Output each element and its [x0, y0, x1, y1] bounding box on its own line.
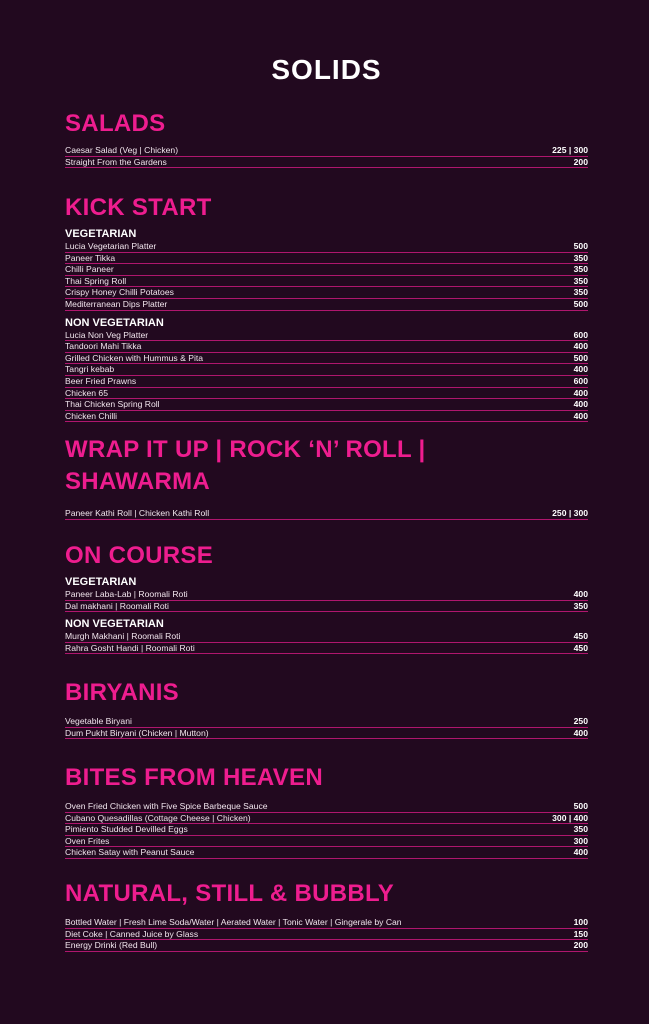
menu-item	[65, 716, 588, 728]
item-price: 300 | 400	[552, 812, 588, 823]
item-price: 350	[573, 824, 588, 835]
item-list	[65, 330, 588, 423]
section-bites-from-heaven	[65, 762, 588, 859]
item-name: Murgh Makhani | Roomali Roti	[65, 631, 181, 642]
item-name: Lucia Non Veg Platter	[65, 329, 149, 340]
item-name: Crispy Honey Chilli Potatoes	[65, 287, 174, 298]
menu-item	[65, 836, 588, 848]
item-group	[65, 145, 588, 168]
menu-item	[65, 643, 588, 655]
section-title: NATURAL, STILL & BUBBLY	[65, 880, 395, 907]
menu-item	[65, 341, 588, 353]
item-price: 600	[573, 329, 588, 340]
item-price: 200	[573, 156, 588, 167]
menu-item	[65, 801, 588, 813]
item-name: Thai Spring Roll	[65, 275, 127, 286]
menu-item	[65, 589, 588, 601]
item-name: Diet Coke | Canned Juice by Glass	[65, 928, 199, 939]
menu-item	[65, 276, 588, 288]
item-name: Oven Fried Chicken with Five Spice Barbeque Sauce	[65, 801, 268, 812]
item-price: 400	[573, 399, 588, 410]
menu-item	[65, 241, 588, 253]
item-list	[65, 241, 588, 311]
item-price: 450	[573, 631, 588, 642]
item-price: 400	[573, 364, 588, 375]
section-wrap-it-up	[65, 434, 588, 520]
item-name: Chicken 65	[65, 387, 108, 398]
item-price: 500	[573, 241, 588, 252]
item-group	[65, 801, 588, 859]
menu-item	[65, 299, 588, 311]
menu-item	[65, 264, 588, 276]
item-price: 400	[573, 410, 588, 421]
item-price: 400	[573, 341, 588, 352]
item-name: Tangri kebab	[65, 364, 115, 375]
menu-item	[65, 253, 588, 265]
item-price: 500	[573, 801, 588, 812]
item-price: 350	[573, 264, 588, 275]
item-list	[65, 145, 588, 168]
item-name: Bottled Water | Fresh Lime Soda/Water | Aerated Water | Tonic Water | Gingerale by Can	[65, 917, 402, 928]
section-title: WRAP IT UP | ROCK ‘N’ ROLL | SHAWARMA	[65, 436, 426, 495]
menu-item	[65, 940, 588, 952]
section-natural-still-bubbly	[65, 878, 588, 952]
item-name: Dal makhani | Roomali Roti	[65, 600, 169, 611]
item-price: 600	[573, 376, 588, 387]
menu-item	[65, 411, 588, 423]
item-name: Paneer Laba-Lab | Roomali Roti	[65, 589, 188, 600]
item-name: Lucia Vegetarian Platter	[65, 241, 157, 252]
item-list	[65, 716, 588, 739]
item-price: 150	[573, 928, 588, 939]
item-name: Tandoori Mahi Tikka	[65, 341, 142, 352]
item-price: 400	[573, 847, 588, 858]
item-list	[65, 508, 588, 520]
item-list	[65, 801, 588, 859]
section-title: ON COURSE	[65, 542, 214, 569]
item-group	[65, 508, 588, 520]
section-kick-start	[65, 192, 588, 422]
item-group-non-vegetarian	[65, 317, 588, 423]
item-list	[65, 589, 588, 612]
item-price: 500	[573, 352, 588, 363]
item-price: 100	[573, 917, 588, 928]
item-list	[65, 917, 588, 952]
section-salads	[65, 108, 588, 168]
item-price: 350	[573, 252, 588, 263]
menu-item	[65, 376, 588, 388]
item-name: Cubano Quesadillas (Cottage Cheese | Chicken)	[65, 812, 251, 823]
item-name: Caesar Salad (Veg | Chicken)	[65, 145, 179, 156]
menu-item	[65, 631, 588, 643]
item-price: 350	[573, 275, 588, 286]
item-name: Pimiento Studded Devilled Eggs	[65, 824, 188, 835]
group-subhead: VEGETARIAN	[65, 228, 137, 240]
item-name: Rahra Gosht Handi | Roomali Roti	[65, 642, 195, 653]
menu-item	[65, 929, 588, 941]
item-name: Chilli Paneer	[65, 264, 114, 275]
item-name: Straight From the Gardens	[65, 156, 167, 167]
item-group	[65, 917, 588, 952]
item-name: Dum Pukht Biryani (Chicken | Mutton)	[65, 727, 209, 738]
item-price: 200	[573, 940, 588, 951]
item-group-vegetarian	[65, 576, 588, 612]
menu-item	[65, 917, 588, 929]
item-group-non-vegetarian	[65, 618, 588, 654]
menu-item	[65, 601, 588, 613]
item-name: Paneer Tikka	[65, 252, 116, 263]
item-price: 500	[573, 299, 588, 310]
item-price: 400	[573, 727, 588, 738]
item-name: Paneer Kathi Roll | Chicken Kathi Roll	[65, 508, 210, 519]
item-price: 300	[573, 835, 588, 846]
item-name: Vegetable Biryani	[65, 716, 132, 727]
item-group	[65, 716, 588, 739]
item-price: 225 | 300	[552, 145, 588, 156]
item-list	[65, 631, 588, 654]
item-price: 450	[573, 642, 588, 653]
section-title: BITES FROM HEAVEN	[65, 764, 324, 791]
menu-item	[65, 287, 588, 299]
menu-item	[65, 353, 588, 365]
menu-item	[65, 728, 588, 740]
menu-item	[65, 388, 588, 400]
menu-item	[65, 824, 588, 836]
item-price: 250	[573, 716, 588, 727]
group-subhead: NON VEGETARIAN	[65, 618, 164, 631]
section-on-course	[65, 540, 588, 654]
item-price: 350	[573, 287, 588, 298]
item-name: Oven Frites	[65, 835, 110, 846]
menu-item	[65, 330, 588, 342]
item-name: Energy Drinki (Red Bull)	[65, 940, 158, 951]
group-subhead: VEGETARIAN	[65, 576, 137, 588]
item-name: Chicken Chilli	[65, 410, 118, 421]
item-group-vegetarian	[65, 228, 588, 311]
item-price: 400	[573, 589, 588, 600]
item-name: Beer Fried Prawns	[65, 376, 137, 387]
item-price: 250 | 300	[552, 508, 588, 519]
section-title: BIRYANIS	[65, 679, 179, 706]
menu-item	[65, 145, 588, 157]
group-subhead: NON VEGETARIAN	[65, 316, 164, 329]
menu-item	[65, 813, 588, 825]
item-price: 350	[573, 600, 588, 611]
menu-item	[65, 508, 588, 520]
section-biryanis	[65, 677, 588, 739]
item-name: Grilled Chicken with Hummus & Pita	[65, 352, 204, 363]
menu-item	[65, 157, 588, 169]
item-name: Thai Chicken Spring Roll	[65, 399, 160, 410]
menu-item	[65, 847, 588, 859]
section-title: KICK START	[65, 194, 212, 221]
page-title: SOLIDS	[271, 54, 382, 85]
item-name: Mediterranean Dips Platter	[65, 299, 168, 310]
section-title: SALADS	[65, 110, 166, 137]
item-price: 400	[573, 387, 588, 398]
menu-item	[65, 364, 588, 376]
menu-item	[65, 399, 588, 411]
item-name: Chicken Satay with Peanut Sauce	[65, 847, 195, 858]
